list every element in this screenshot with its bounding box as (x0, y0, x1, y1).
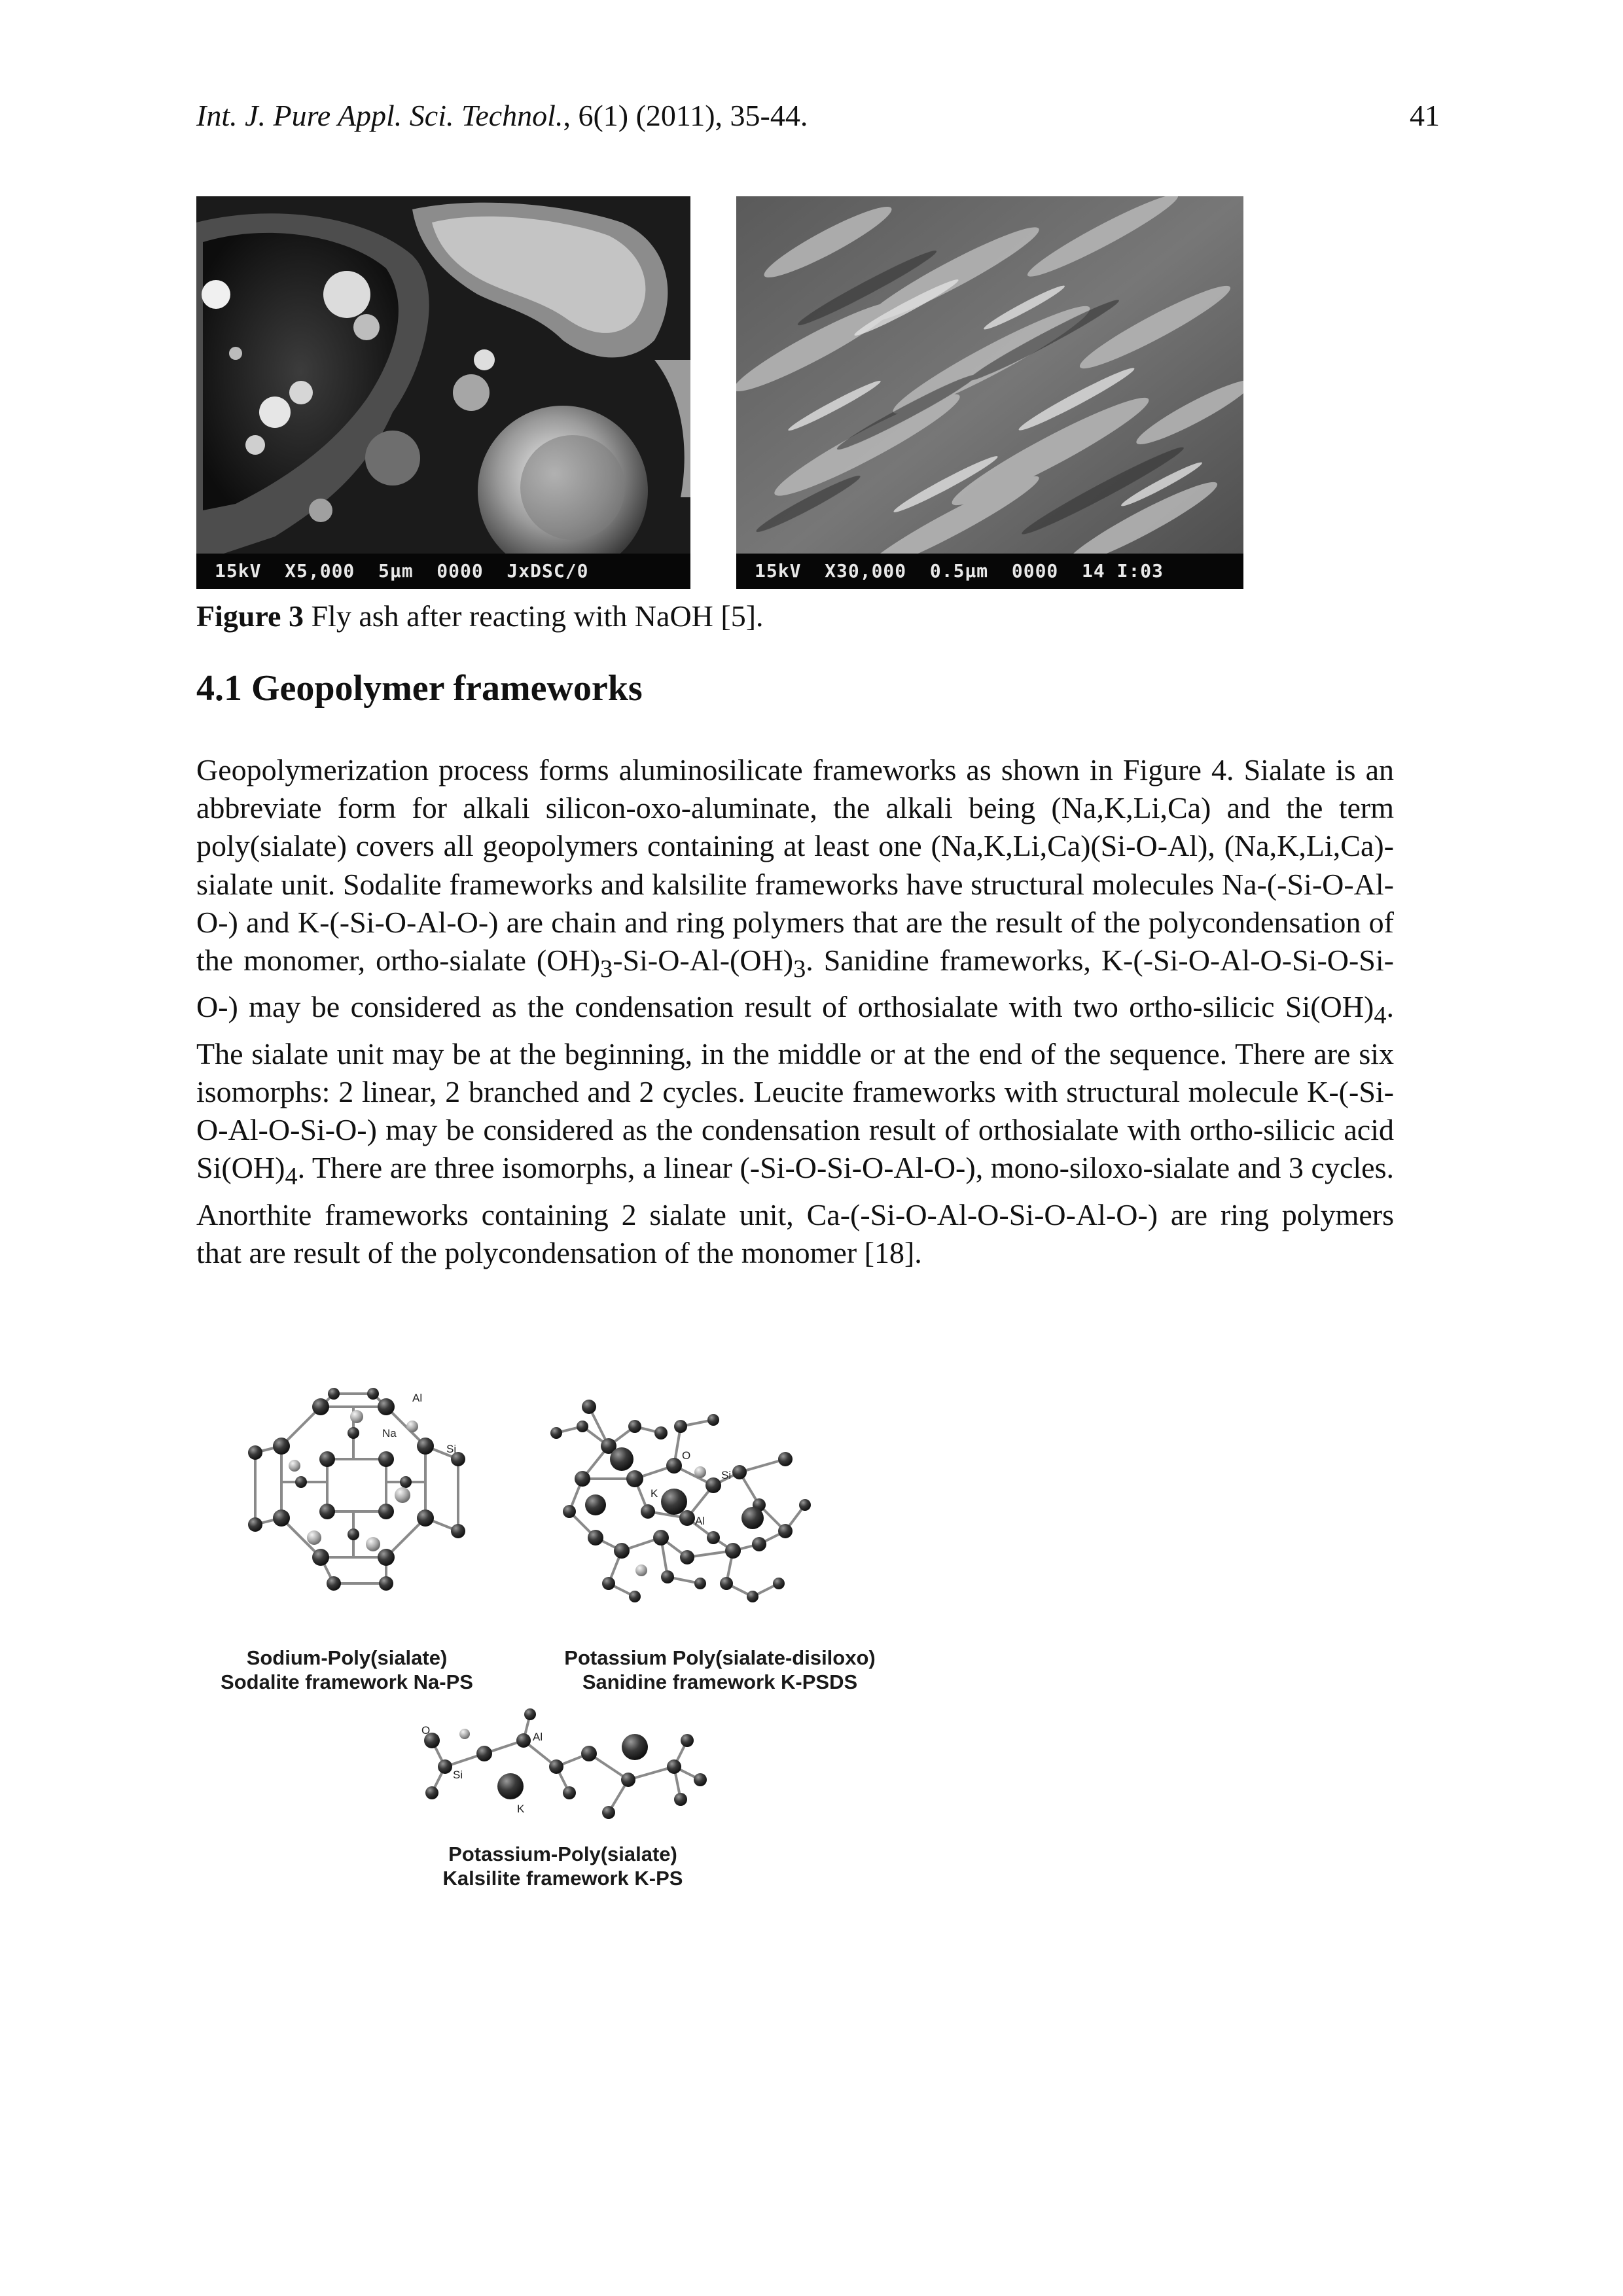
sodalite-framework: Sodalite framework Na-PS (221, 1670, 473, 1693)
sem-image-left (196, 196, 690, 589)
sem-right-graphic (736, 196, 1243, 589)
sem-image-right (736, 196, 1243, 589)
figure3-label: Figure 3 (196, 599, 304, 633)
body-paragraph (196, 751, 1394, 1272)
sanidine-name: Potassium Poly(sialate-disiloxo) (564, 1646, 876, 1669)
kalsilite-label (412, 1842, 713, 1890)
figure3-caption (196, 599, 764, 633)
sem-right-databar: 15kV X30,000 0.5µm 0000 14 I:03 (736, 554, 1243, 589)
sanidine-label (563, 1646, 877, 1694)
subscript-1: 3 (600, 955, 613, 983)
figure4-frameworks (216, 1387, 982, 1924)
subscript-3: 4 (1374, 1002, 1387, 1030)
sanidine-atom-label-si: Si (721, 1469, 732, 1481)
kalsilite-atom-label-si: Si (453, 1769, 463, 1781)
kalsilite-atom-label-o: O (421, 1724, 431, 1737)
kalsilite-atom-label-al: Al (533, 1731, 543, 1743)
body-text-5: . There are three isomorphs, a linear (-Si-O-Si-O-Al-O-), mono-siloxo-sialate and 3 cycles. Anorthite frameworks containing 2 sialate unit, Ca-(-Si-O-Al-O-Si-O-Al-O-) are ring polymers that are result of the polycondensation of the monomer [18]. (196, 1151, 1394, 1269)
sodalite-atom-label-si: Si (446, 1443, 457, 1455)
sodalite-atom-label-na: Na (382, 1427, 397, 1439)
sanidine-atom-label-o: O (682, 1449, 691, 1462)
body-text-4: . The sialate unit may be at the beginning, in the middle or at the end of the sequence. There are six isomorphs: 2 linear, 2 branched and 2 cycles. Leucite frameworks with structural molecule K-(-Si-O-Al-O-Si-O-) may be considered as the condensation result of orthosialate with ortho-silicic acid Si(OH) (196, 990, 1394, 1185)
journal-volume: , 6(1) (2011), 35-44. (563, 99, 808, 132)
section-heading: 4.1 Geopolymer frameworks (196, 668, 643, 709)
sanidine-atom-label-al: Al (695, 1515, 705, 1527)
sanidine-framework: Sanidine framework K-PSDS (582, 1670, 858, 1693)
figure3-caption-text: Fly ash after reacting with NaOH [5]. (303, 599, 764, 633)
sodalite-label (216, 1646, 478, 1694)
running-header (196, 98, 1440, 144)
body-text-3: . Sanidine frameworks, K-(-Si-O-Al-O-Si-O-Si-O-) may be considered as the condensation result of orthosialate with two ortho-silicic Si(OH) (196, 944, 1394, 1024)
subscript-4: 4 (285, 1163, 298, 1191)
journal-citation (196, 98, 808, 133)
sanidine-atom-label-k: K (651, 1487, 658, 1500)
kalsilite-atom-label-k: K (517, 1803, 525, 1815)
journal-name: Int. J. Pure Appl. Sci. Technol. (196, 99, 563, 132)
sodalite-name: Sodium-Poly(sialate) (246, 1646, 448, 1669)
subscript-2: 3 (793, 955, 806, 983)
sodalite-atom-label-al: Al (412, 1392, 423, 1404)
page-number: 41 (1410, 99, 1440, 132)
kalsilite-framework: Kalsilite framework K-PS (442, 1867, 683, 1890)
sanidine-atoms (550, 1400, 811, 1602)
body-text-2: -Si-O-Al-(OH) (613, 944, 794, 978)
sem-left-databar: 15kV X5,000 5µm 0000 JxDSC/0 (196, 554, 690, 589)
body-text-1: Geopolymerization process forms aluminosilicate frameworks as shown in Figure 4. Sialate is an abbreviate form for alkali silicon-oxo-aluminate, the alkali being (Na,K,Li,Ca) and the term poly(sialate) covers all geopolymers containing at least one (Na,K,Li,Ca)(Si-O-Al), (Na,K,Li,Ca)-sialate unit. Sodalite frameworks and kalsilite frameworks have structural molecules Na-(-Si-O-Al-O-) and K-(-Si-O-Al-O-) are chain and ring polymers that are the result of the polycondensation of the monomer, ortho-sialate (OH) (196, 753, 1394, 978)
kalsilite-name: Potassium-Poly(sialate) (448, 1843, 677, 1865)
sem-left-graphic (196, 196, 690, 589)
